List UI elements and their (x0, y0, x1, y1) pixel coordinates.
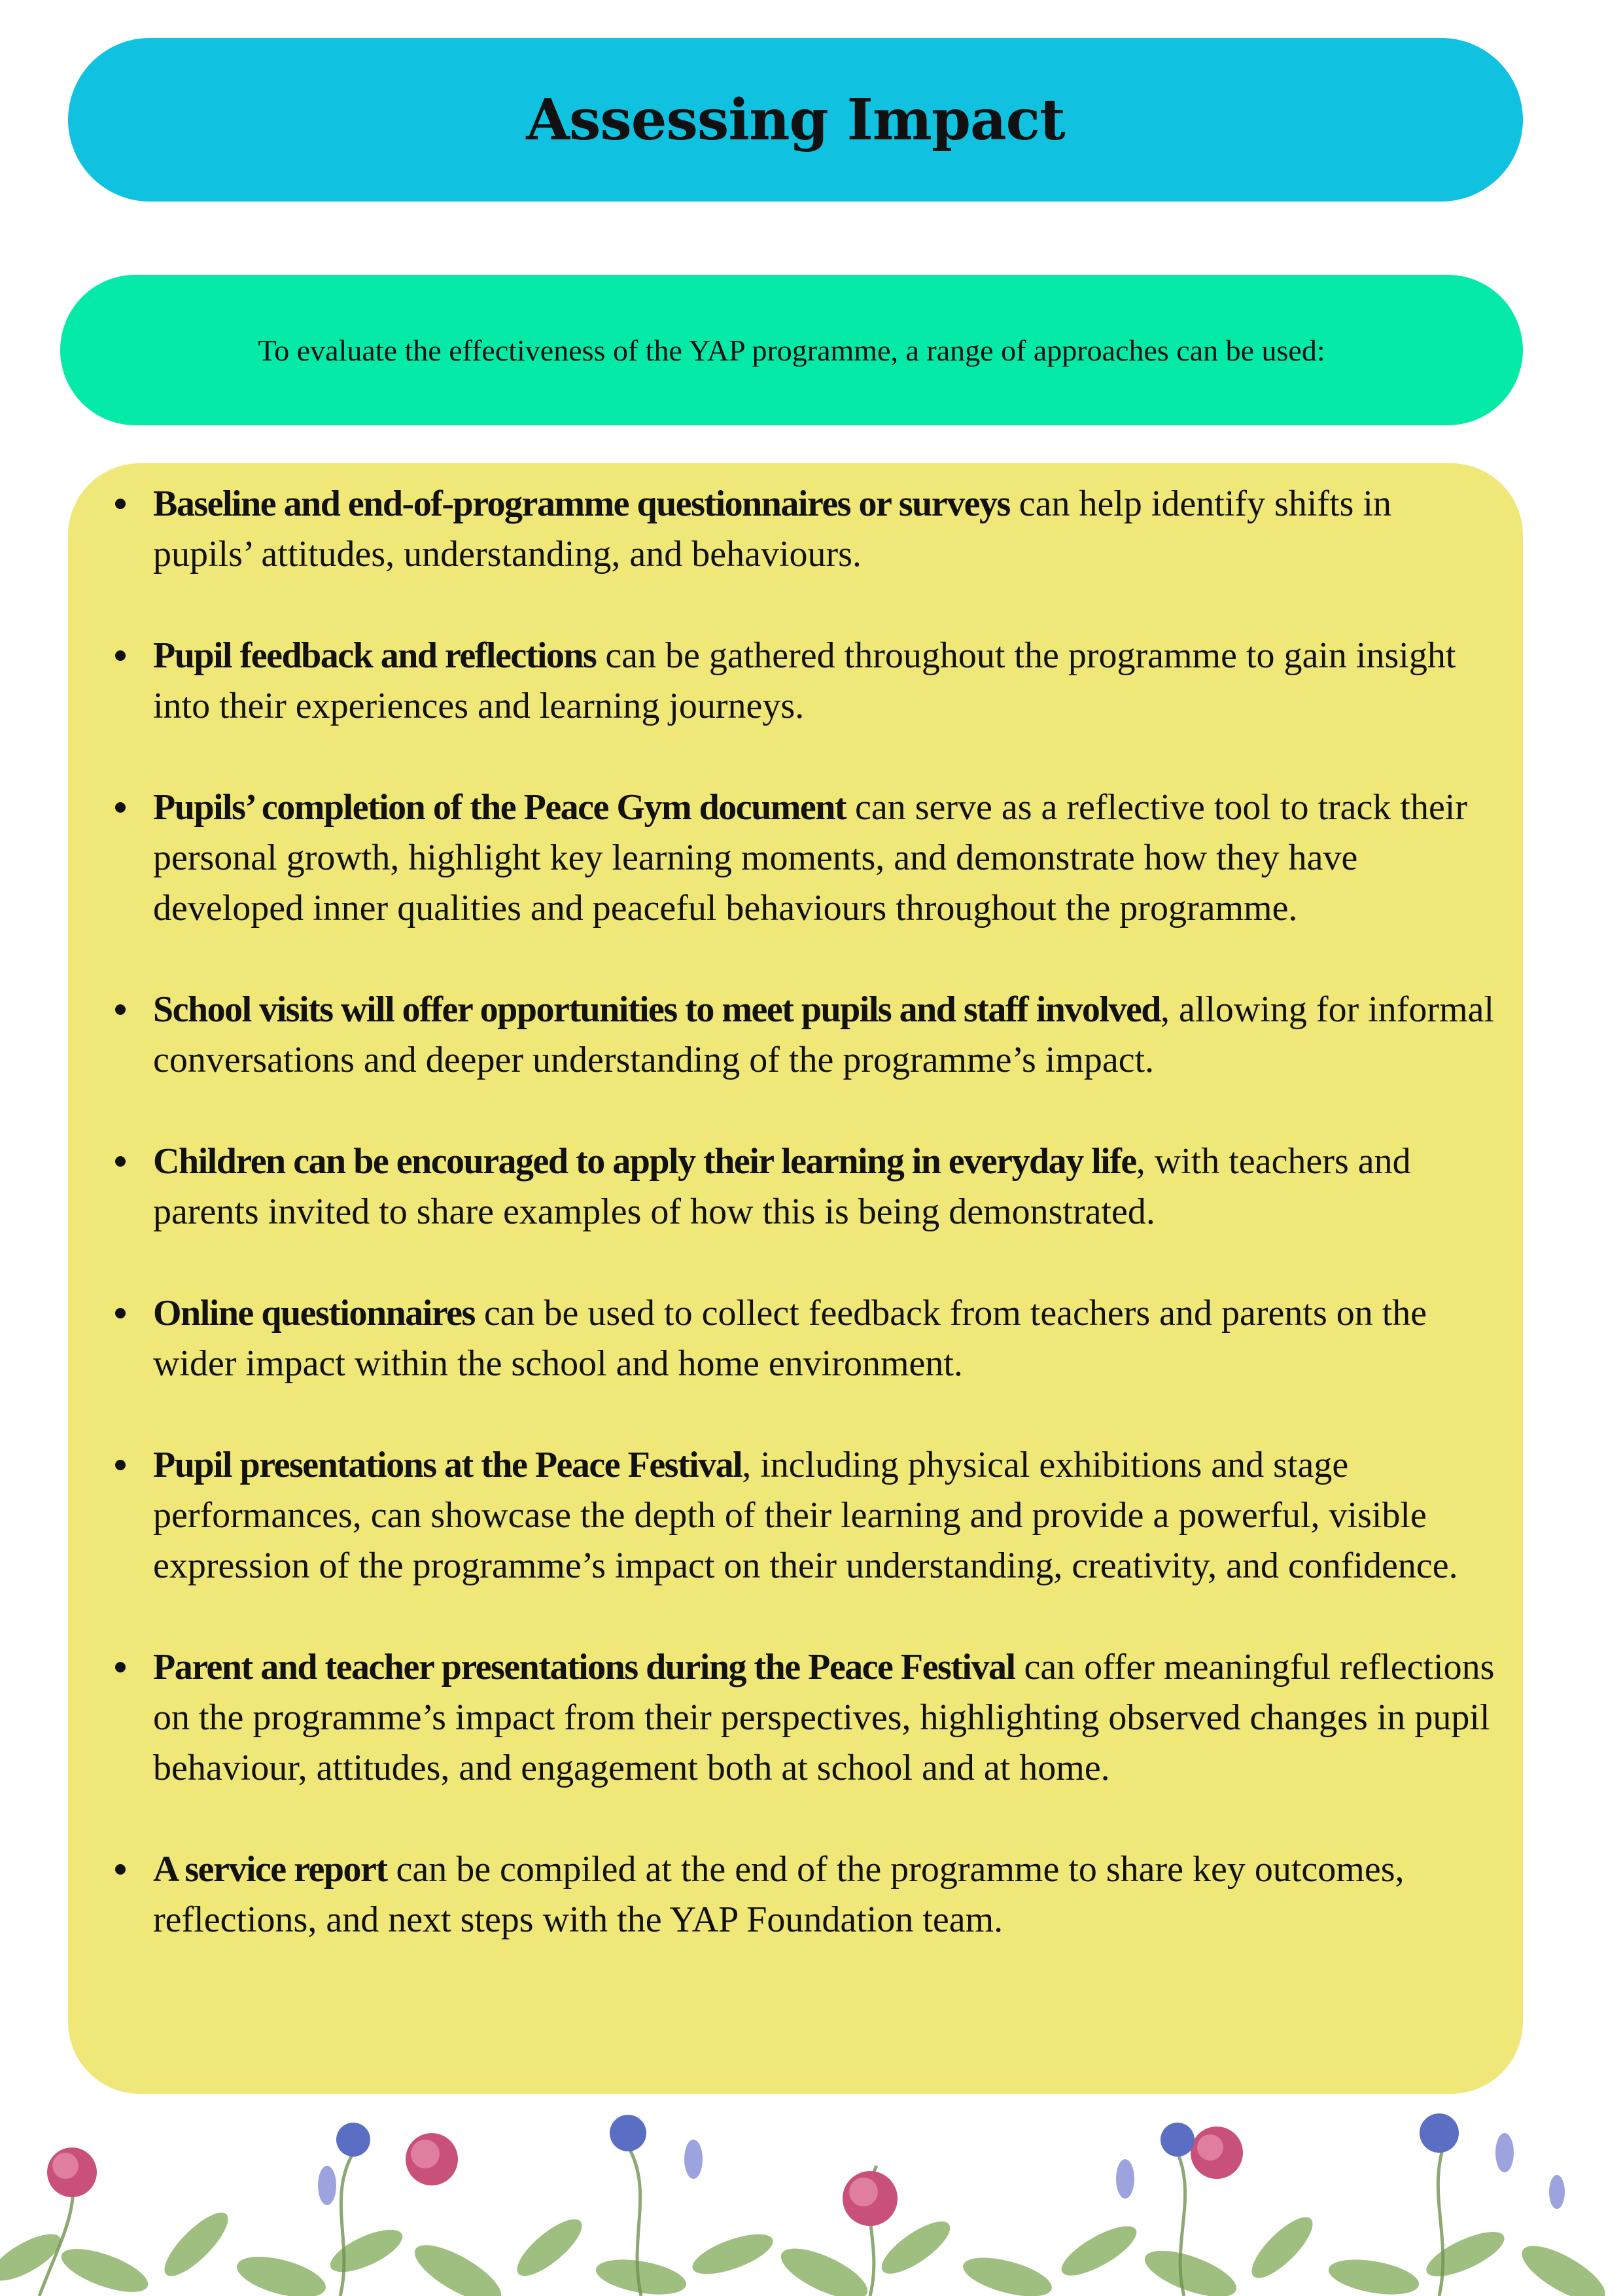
list-item (153, 1137, 1499, 1237)
item-text: can offer meaningful reflections on the programme’s impact from their perspectives, highlighting observed changes in pupil behaviour, attitudes, and engagement both at school and at home. (153, 1647, 1495, 1788)
floral-border-icon (0, 2113, 1623, 2296)
page-title: Assessing Impact (526, 86, 1065, 153)
item-bold: Pupil feedback and reflections (153, 635, 597, 676)
item-text: , allowing for informal conversations and deeper understanding of the programme’s impact. (153, 989, 1495, 1080)
item-text: can be gathered throughout the programme to gain insight into their experiences and learning journeys. (153, 635, 1456, 726)
item-text: can help identify shifts in pupils’ attitudes, understanding, and behaviours. (153, 484, 1391, 574)
bullet-icon (115, 1460, 126, 1470)
bullet-icon (115, 1864, 126, 1875)
list-item (153, 1440, 1499, 1591)
intro-banner (60, 275, 1523, 425)
approaches-panel (68, 463, 1523, 2094)
item-text: , with teachers and parents invited to share examples of how this is being demonstrated. (153, 1141, 1411, 1232)
bullet-icon (115, 499, 126, 509)
approaches-list (153, 479, 1499, 1945)
item-bold: A service report (153, 1849, 387, 1890)
list-item (153, 1845, 1499, 1945)
item-bold: Children can be encouraged to apply their learning in everyday life (153, 1141, 1136, 1182)
list-item (153, 631, 1499, 732)
bullet-icon (115, 1004, 126, 1015)
intro-text: To evaluate the effectiveness of the YAP programme, a range of approaches can be used: (258, 333, 1325, 367)
item-bold: Baseline and end-of-programme questionnaires or surveys (153, 484, 1010, 524)
bullet-icon (115, 1308, 126, 1318)
item-text: , including physical exhibitions and stage performances, can showcase the depth of their learning and provide a powerful, visible expression of the programme’s impact on their understanding, creativity, and confidence. (153, 1445, 1458, 1586)
item-text: can be used to collect feedback from teachers and parents on the wider impact within the school and home environment. (153, 1293, 1427, 1384)
item-bold: Pupils’ completion of the Peace Gym document (153, 787, 846, 828)
item-bold: School visits will offer opportunities to meet pupils and staff involved (153, 989, 1161, 1030)
bullet-icon (115, 1156, 126, 1167)
bullet-icon (115, 650, 126, 661)
bullet-icon (115, 802, 126, 813)
list-item (153, 1642, 1499, 1793)
item-text: can serve as a reflective tool to track their personal growth, highlight key learning moments, and demonstrate how they have developed inner qualities and peaceful behaviours throughout the programme. (153, 787, 1468, 928)
list-item (153, 479, 1499, 580)
item-text: can be compiled at the end of the programme to share key outcomes, reflections, and next steps with the YAP Foundation team. (153, 1849, 1405, 1940)
list-item (153, 783, 1499, 934)
item-bold: Pupil presentations at the Peace Festival (153, 1445, 742, 1485)
list-item (153, 985, 1499, 1086)
list-item (153, 1288, 1499, 1389)
title-banner (68, 38, 1523, 202)
item-bold: Online questionnaires (153, 1293, 475, 1333)
item-bold: Parent and teacher presentations during the Peace Festival (153, 1647, 1015, 1687)
bullet-icon (115, 1662, 126, 1672)
